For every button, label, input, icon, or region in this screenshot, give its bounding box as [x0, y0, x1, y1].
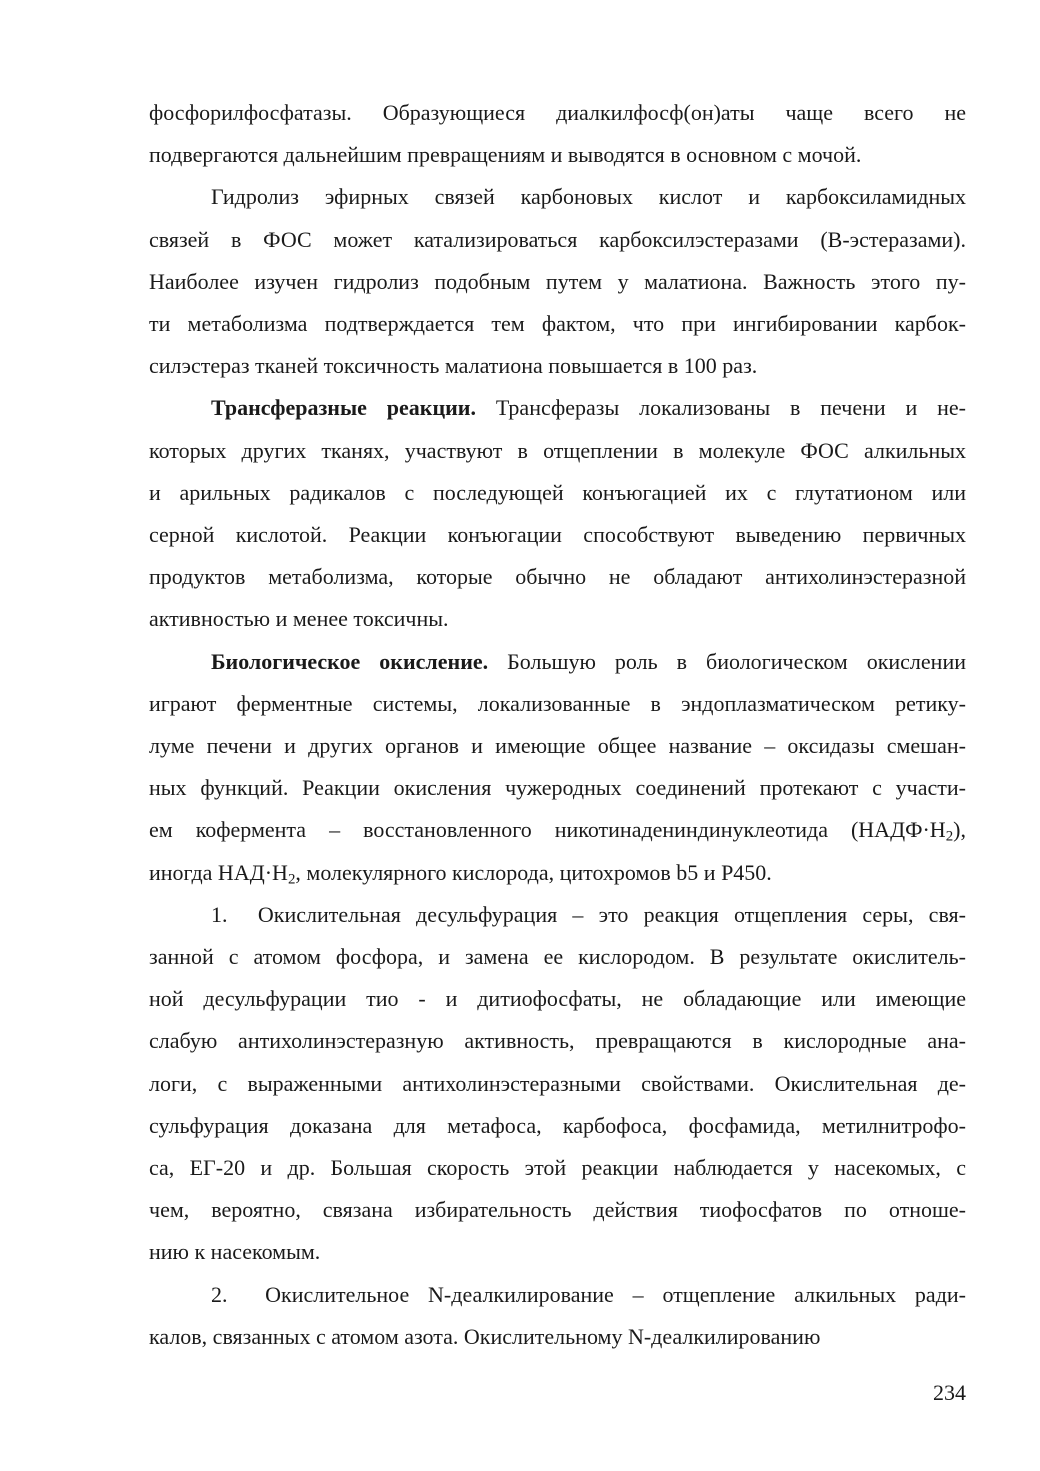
text-line: нию к насекомым. — [149, 1239, 321, 1265]
text-line: занной с атомом фосфора, и замена ее кислородом. В результате окислитель- — [149, 944, 966, 970]
subscript: 2 — [945, 829, 954, 846]
subscript: 2 — [287, 871, 296, 888]
text-line: са, ЕГ-20 и др. Большая скорость этой реакции наблюдается у насекомых, с — [149, 1155, 966, 1181]
page-body — [149, 92, 966, 1358]
text-line: активностью и менее токсичны. — [149, 606, 449, 632]
text-line — [149, 387, 966, 429]
text-line: сульфурация доказана для метафоса, карбофоса, фосфамида, метилнитрофо- — [149, 1112, 966, 1138]
paragraph-transferase-reactions — [149, 387, 966, 640]
text-line — [149, 852, 966, 894]
text-line — [149, 809, 966, 851]
text-line: луме печени и других органов и имеющие общее название – оксидазы смешан- — [149, 733, 966, 759]
text-line: слабую антихолинэстеразную активность, превращаются в кислородные ана- — [149, 1028, 966, 1054]
text-line: подвергаются дальнейшим превращениям и выводятся в основном с мочой. — [149, 142, 862, 168]
text-line: связей в ФОС может катализироваться карбоксилэстеразами (B-эстеразами). — [149, 226, 966, 252]
text-line: чем, вероятно, связана избирательность действия тиофосфатов по отноше- — [149, 1197, 966, 1223]
text-line: продуктов метаболизма, которые обычно не обладают антихолинэстеразной — [149, 564, 966, 590]
text-fragment: ), — [953, 817, 966, 843]
text-line: 2. Окислительное N-деалкилирование – отщепление алкильных ради- — [211, 1281, 966, 1307]
text-line: калов, связанных с атомом азота. Окислительному N-деалкилированию — [149, 1323, 821, 1349]
text-line: серной кислотой. Реакции конъюгации способствуют выведению первичных — [149, 522, 966, 548]
paragraph-hydrolysis — [149, 176, 966, 387]
text-line: логи, с выраженными антихолинэстеразными свойствами. Окислительная де- — [149, 1070, 966, 1096]
text-fragment: ем кофермента – восстановленного никотинадениндинуклеотида (НАДФ·Н — [149, 817, 946, 843]
text-fragment: иногда НАД·Н — [149, 859, 288, 885]
text-line: ной десульфурации тио - и дитиофосфаты, не обладающие или имеющие — [149, 986, 966, 1012]
page-number: 234 — [933, 1380, 966, 1405]
list-item-n-dealkylation — [149, 1274, 966, 1358]
text-fragment: Трансферазы локализованы в печени и не- — [475, 395, 966, 421]
paragraph-lead-heading: Биологическое окисление. — [211, 648, 489, 674]
text-line: фосфорилфосфатазы. Образующиеся диалкилфосф(он)аты чаще всего не — [149, 100, 966, 125]
text-line: Гидролиз эфирных связей карбоновых кислот и карбоксиламидных — [211, 184, 966, 210]
list-item-oxidative-desulfuration — [149, 894, 966, 1274]
text-line: которых других тканях, участвуют в отщеплении в молекуле ФОС алкильных — [149, 437, 966, 463]
text-line: 1. Окислительная десульфурация – это реакция отщепления серы, свя- — [211, 901, 966, 927]
paragraph-lead-heading: Трансферазные реакции. — [211, 395, 476, 421]
text-line: Наиболее изучен гидролиз подобным путем у малатиона. Важность этого пу- — [149, 268, 966, 294]
text-line: ных функций. Реакции окисления чужеродных соединений протекают с участи- — [149, 775, 966, 801]
text-line: ти метаболизма подтверждается тем фактом, что при ингибировании карбок- — [149, 311, 966, 337]
paragraph-biological-oxidation — [149, 641, 966, 894]
text-line: играют ферментные системы, локализованные в эндоплазматическом ретику- — [149, 690, 966, 716]
text-line: и арильных радикалов с последующей конъюгацией их с глутатионом или — [149, 479, 966, 505]
text-line: силэстераз тканей токсичность малатиона повышается в 100 раз. — [149, 353, 758, 379]
text-fragment: , молекулярного кислорода, цитохромов b5 и P450. — [295, 859, 772, 885]
text-fragment: Большую роль в биологическом окислении — [488, 648, 966, 674]
paragraph-phosphatase-continuation — [149, 92, 966, 176]
text-line — [149, 641, 966, 683]
